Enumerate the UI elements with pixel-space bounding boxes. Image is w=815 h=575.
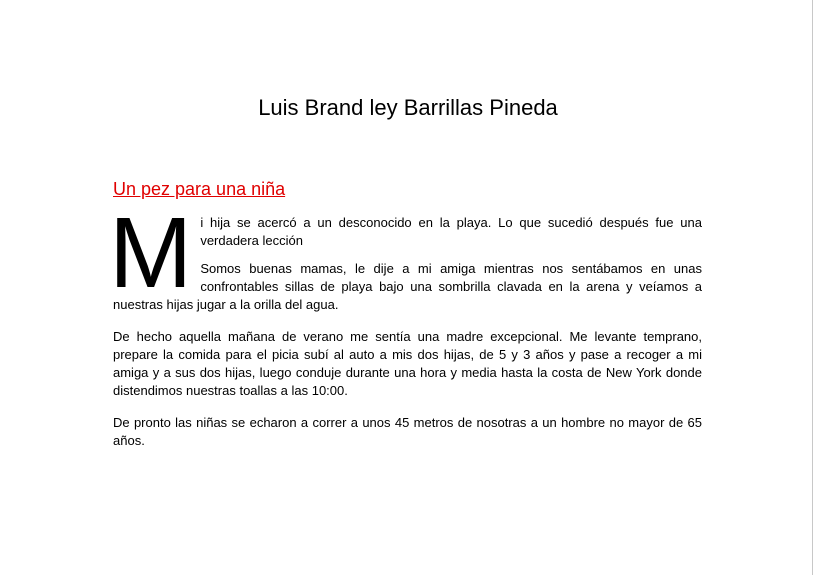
document-title: Luis Brand ley Barrillas Pineda	[258, 95, 558, 120]
paragraph-4: De pronto las niñas se echaron a correr a unos 45 metros de nosotras a un hombre no mayor de 65 años.	[113, 415, 702, 448]
story-heading: Un pez para una niña	[113, 179, 286, 199]
paragraph-1-text: i hija se acercó a un desconocido en la playa. Lo que sucedió después fue una verdadera lección	[200, 215, 702, 248]
drop-cap-letter: M	[109, 197, 193, 309]
document-body	[109, 197, 702, 464]
paragraph-3: De hecho aquella mañana de verano me sentía una madre excepcional. Me levante temprano, prepare la comida para el picia subí al auto a mis dos hijas, de 5 y 3 años y pase a recoger a mi amiga y a sus dos hijas, luego conduje durante una hora y media hasta la costa de New York donde distendimos nuestras toallas a las 10:00.	[113, 329, 702, 398]
page-edge	[812, 0, 813, 575]
paragraph-2: Somos buenas mamas, le dije a mi amiga mientras nos sentábamos en unas confrontables sillas de playa bajo una sombrilla clavada en la arena y veíamos a nuestras hijas jugar a la orilla del agua.	[113, 261, 702, 312]
